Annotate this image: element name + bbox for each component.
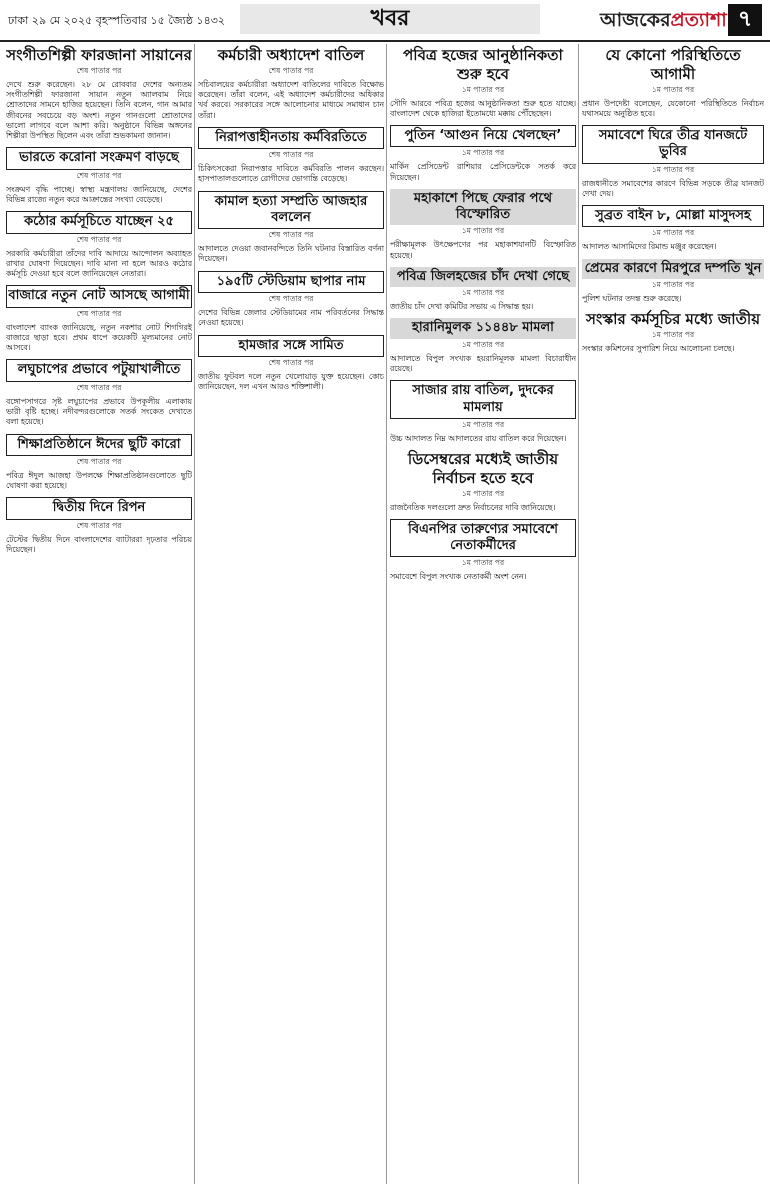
article-byline: ১ম পাতার পর	[461, 288, 505, 298]
article-body: সংস্কার কমিশনের সুপারিশ নিয়ে আলোচনা চলছে।	[582, 343, 735, 353]
column-divider	[578, 44, 579, 1184]
article	[6, 434, 192, 492]
article-headline[interactable]: সংস্কার কর্মসূচির মধ্যে জাতীয়	[585, 310, 761, 329]
article-body: আদালতে দেওয়া জবানবন্দিতে তিনি ঘটনার বিস্তারিত বর্ণনা দিয়েছেন।	[198, 244, 384, 264]
brand-prefix: আজকের	[600, 9, 671, 31]
article-byline: শেষ পাতার পর	[76, 170, 122, 180]
article-byline: ১ম পাতার পর	[461, 419, 505, 429]
article-body: মার্কিন প্রেসিডেন্ট রাশিয়ার প্রেসিডেন্টকে সতর্ক করে দিয়েছেন।	[390, 162, 576, 182]
article	[6, 497, 192, 555]
article-body: প্রধান উপদেষ্টা বলেছেন, যেকোনো পরিস্থিতিতে নির্বাচন যথাসময়ে অনুষ্ঠিত হবে।	[582, 98, 764, 118]
article-body: আদালতে বিপুল সংখ্যক হয়রানিমূলক মামলা বিচারাধীন রয়েছে।	[390, 353, 576, 373]
article-headline[interactable]: হামজার সঙ্গে সামিত	[198, 335, 384, 357]
article-body: সমাবেশে বিপুল সংখ্যক নেতাকর্মী অংশ নেন।	[390, 572, 527, 582]
article-byline: শেষ পাতার পর	[76, 234, 122, 244]
article-byline: ১ম পাতার পর	[461, 488, 505, 498]
newspaper-logo	[600, 6, 727, 38]
article	[198, 127, 384, 185]
brand-accent: প্রত্যাশা	[670, 9, 727, 31]
article-headline[interactable]: কামাল হত্যা সম্প্রতি আজহার বললেন	[198, 191, 384, 230]
article-headline[interactable]: যে কোনো পরিস্থিতিতে আগামী	[605, 46, 741, 83]
article-body: সংক্রমণ বৃদ্ধি পাচ্ছে। স্বাস্থ্য মন্ত্রণালয় জানিয়েছে, দেশের বিভিন্ন রাজ্যে নতুন করে আক্রান্তের সংখ্যা বেড়েছে।	[6, 184, 192, 204]
article-headline[interactable]: পবিত্র জিলহজের চাঁদ দেখা গেছে	[390, 267, 576, 287]
article-headline[interactable]: প্রেমের কারণে মিরপুরে দম্পতি খুন	[582, 259, 764, 279]
article	[198, 335, 384, 393]
article-body: জাতীয় চাঁদ দেখা কমিটির সভায় এ সিদ্ধান্ত হয়।	[390, 302, 534, 312]
article-body: চিকিৎসকেরা নিরাপত্তার দাবিতে কর্মবিরতি পালন করছেন। হাসপাতালগুলোতে রোগীদের ভোগান্তি বেড়েছে।	[198, 164, 384, 184]
article-body: টেস্টের দ্বিতীয় দিনে বাংলাদেশের ব্যাটাররা দৃঢ়তার পরিচয় দিয়েছেন।	[6, 534, 192, 554]
article-byline: শেষ পাতার পর	[76, 456, 122, 466]
article-byline: ১ম পাতার পর	[651, 329, 695, 339]
column-divider	[386, 44, 387, 1184]
article-headline[interactable]: ডিসেম্বরের মধ্যেই জাতীয় নির্বাচন হতে হবে	[407, 450, 559, 487]
article-byline: ১ম পাতার পর	[461, 226, 505, 236]
article-body: পরীক্ষামূলক উৎক্ষেপণের পর মহাকাশযানটি বিস্ফোরিত হয়েছে।	[390, 240, 576, 260]
article-headline[interactable]: হারানিমুলক ১১৪৪৮ মামলা	[390, 318, 576, 338]
article-headline[interactable]: নিরাপত্তাহীনতায় কর্মবিরতিতে	[198, 127, 384, 149]
article-body: রাজনৈতিক দলগুলো দ্রুত নির্বাচনের দাবি জানিয়েছে।	[390, 502, 556, 512]
article-byline: শেষ পাতার পর	[76, 65, 122, 75]
article-headline[interactable]: বাজারে নতুন নোট আসছে আগামী	[6, 285, 192, 307]
article-headline[interactable]: কর্মচারী অধ্যাদেশ বাতিল	[217, 46, 365, 64]
article	[390, 46, 576, 119]
page-number: ৭	[728, 4, 762, 36]
article	[6, 359, 192, 427]
article-headline[interactable]: দ্বিতীয় দিনে রিপন	[6, 497, 192, 519]
article-body: রাজধানীতে সমাবেশের কারণে বিভিন্ন সড়কে তীব্র যানজট দেখা দেয়।	[582, 178, 764, 198]
article-headline[interactable]: পুতিন ‘আগুন নিয়ে খেলছেন’	[390, 125, 576, 147]
article-body: দেখে শুরু করেছেন। ২৮ মে রোববার দেশের অন্যতম সংগীতশিল্পী ফারজানা সায়ান নতুন অ্যালবাম নিয়ে শ্রোতাদের সামনে হাজির হয়েছেন। তিনি বলেন, গান আমার জীবনের সবচেয়ে বড় অংশ। নতুন গানগুলো শ্রোতাদের ভালো লাগবে বলে আশা করি। অনুষ্ঠানে বিভিন্ন অঙ্গনের শিল্পীরা উপস্থিত ছিলেন এবং তাঁরা শুভকামনা জানান।	[6, 79, 192, 141]
article-body: বাংলাদেশ ব্যাংক জানিয়েছে, নতুন নকশার নোট শিগগিরই বাজারে ছাড়া হবে। প্রথম ধাপে কয়েকটি মূল্যমানের নোট আসবে।	[6, 322, 192, 353]
article-byline: ১ম পাতার পর	[651, 84, 695, 94]
article	[390, 519, 576, 583]
article-headline[interactable]: লঘুচাপের প্রভাবে পটুয়াখালীতে	[6, 359, 192, 381]
article-byline: ১ম পাতার পর	[651, 279, 695, 289]
article-body: দেশের বিভিন্ন জেলার স্টেডিয়ামের নাম পরিবর্তনের সিদ্ধান্ত নেওয়া হয়েছে।	[198, 308, 384, 328]
article-body: পুলিশ ঘটনার তদন্ত শুরু করেছে।	[582, 293, 682, 303]
article-byline: শেষ পাতার পর	[268, 65, 314, 75]
article-body: বঙ্গোপসাগরে সৃষ্ট লঘুচাপের প্রভাবে উপকূলীয় এলাকায় ভারী বৃষ্টি হচ্ছে। নদীবন্দরগুলোকে সতর্ক সংকেত দেখাতে বলা হয়েছে।	[6, 396, 192, 427]
column-2	[198, 44, 384, 1184]
masthead	[0, 0, 770, 42]
article-body: আদালত আসামিদের রিমান্ড মঞ্জুর করেছেন।	[582, 242, 717, 252]
article-headline[interactable]: ১৯৫টি স্টেডিয়াম ছাপার নাম	[198, 271, 384, 293]
article	[198, 46, 384, 121]
article-byline: শেষ পাতার পর	[76, 308, 122, 318]
article	[390, 380, 576, 444]
article-headline[interactable]: সুব্রত বাইন ৮, মোল্লা মাসুদসহ	[582, 205, 764, 227]
article-byline: ১ম পাতার পর	[461, 339, 505, 349]
article-byline: ১ম পাতার পর	[461, 148, 505, 158]
column-4	[582, 44, 764, 1184]
article-byline: শেষ পাতার পর	[268, 150, 314, 160]
article-headline[interactable]: বিএনপির তারুণ্যের সমাবেশে নেতাকর্মীদের	[390, 519, 576, 558]
article-byline: শেষ পাতার পর	[268, 230, 314, 240]
article-body: সচিবালয়ের কর্মচারীরা অধ্যাদেশ বাতিলের দাবিতে বিক্ষোভ করেছেন। তাঁরা বলেন, এই অধ্যাদেশ কর্মচারীদের অধিকার খর্ব করবে। সরকারের সঙ্গে আলোচনার মাধ্যমে সমাধান চান তাঁরা।	[198, 79, 384, 120]
article-body: উচ্চ আদালত নিম্ন আদালতের রায় বাতিল করে দিয়েছেন।	[390, 433, 567, 443]
article	[582, 259, 764, 305]
article-byline: ১ম পাতার পর	[651, 164, 695, 174]
article	[6, 46, 192, 141]
article	[198, 191, 384, 265]
article	[390, 318, 576, 374]
article-byline: শেষ পাতার পর	[76, 382, 122, 392]
article-body: সৌদি আরবে পবিত্র হজের আনুষ্ঠানিকতা শুরু হতে যাচ্ছে। বাংলাদেশ থেকে হাজিরা ইতোমধ্যে মক্কায় পৌঁছেছেন।	[390, 98, 576, 118]
article	[6, 285, 192, 353]
section-title: খবর	[240, 4, 540, 34]
article	[582, 125, 764, 199]
article-headline[interactable]: সমাবেশে ঘিরে তীব্র যানজটে ভুবির	[582, 125, 764, 164]
article	[390, 189, 576, 261]
article	[198, 271, 384, 329]
article	[390, 125, 576, 183]
article-body: জাতীয় ফুটবল দলে নতুন খেলোয়াড় যুক্ত হয়েছেন। কোচ জানিয়েছেন, দল এখন আরও শক্তিশালী।	[198, 371, 384, 392]
article	[390, 267, 576, 313]
column-divider	[194, 44, 195, 1184]
article-headline[interactable]: শিক্ষাপ্রতিষ্ঠানে ঈদের ছুটি কারো	[6, 434, 192, 456]
article	[582, 310, 764, 354]
article	[390, 450, 576, 513]
date-line: ঢাকা ২৯ মে ২০২৫ বৃহস্পতিবার ১৫ জ্যৈষ্ঠ ১৪৩২	[8, 14, 226, 27]
article-headline[interactable]: সংগীতশিল্পী ফারজানা সায়ানের	[6, 46, 192, 64]
article-byline: শেষ পাতার পর	[268, 357, 314, 367]
article-body: পবিত্র ঈদুল আজহা উপলক্ষে শিক্ষাপ্রতিষ্ঠানগুলোতে ছুটি ঘোষণা করা হয়েছে।	[6, 470, 192, 491]
article-byline: ১ম পাতার পর	[461, 558, 505, 568]
article	[6, 147, 192, 205]
article-byline: শেষ পাতার পর	[76, 520, 122, 530]
column-1	[6, 44, 192, 1184]
article-byline: শেষ পাতার পর	[268, 294, 314, 303]
article-headline[interactable]: পবিত্র হজের আনুষ্ঠানিকতা শুরু হবে	[403, 46, 563, 83]
article	[6, 211, 192, 279]
article-headline[interactable]: সাজার রায় বাতিল, দুদকের মামলায়	[390, 380, 576, 419]
article-headline[interactable]: কঠোর কর্মসূচিতে যাচ্ছেন ২৫	[6, 211, 192, 233]
article-byline: ১ম পাতার পর	[651, 228, 695, 238]
article-body: সরকারি কর্মচারীরা তাঁদের দাবি আদায়ে আন্দোলন অব্যাহত রাখার ঘোষণা দিয়েছেন। দাবি মানা না হলে আরও কঠোর কর্মসূচি দেওয়া হবে বলে জানিয়েছেন নেতারা।	[6, 248, 192, 279]
article-byline: ১ম পাতার পর	[461, 84, 505, 94]
article	[582, 46, 764, 119]
article	[582, 205, 764, 253]
article-headline[interactable]: ভারতে করোনা সংক্রমণ বাড়ছে	[6, 147, 192, 169]
column-3	[390, 44, 576, 1184]
article-headline[interactable]: মহাকাশে পিছে ফেরার পথে বিস্ফোরিত	[390, 189, 576, 226]
